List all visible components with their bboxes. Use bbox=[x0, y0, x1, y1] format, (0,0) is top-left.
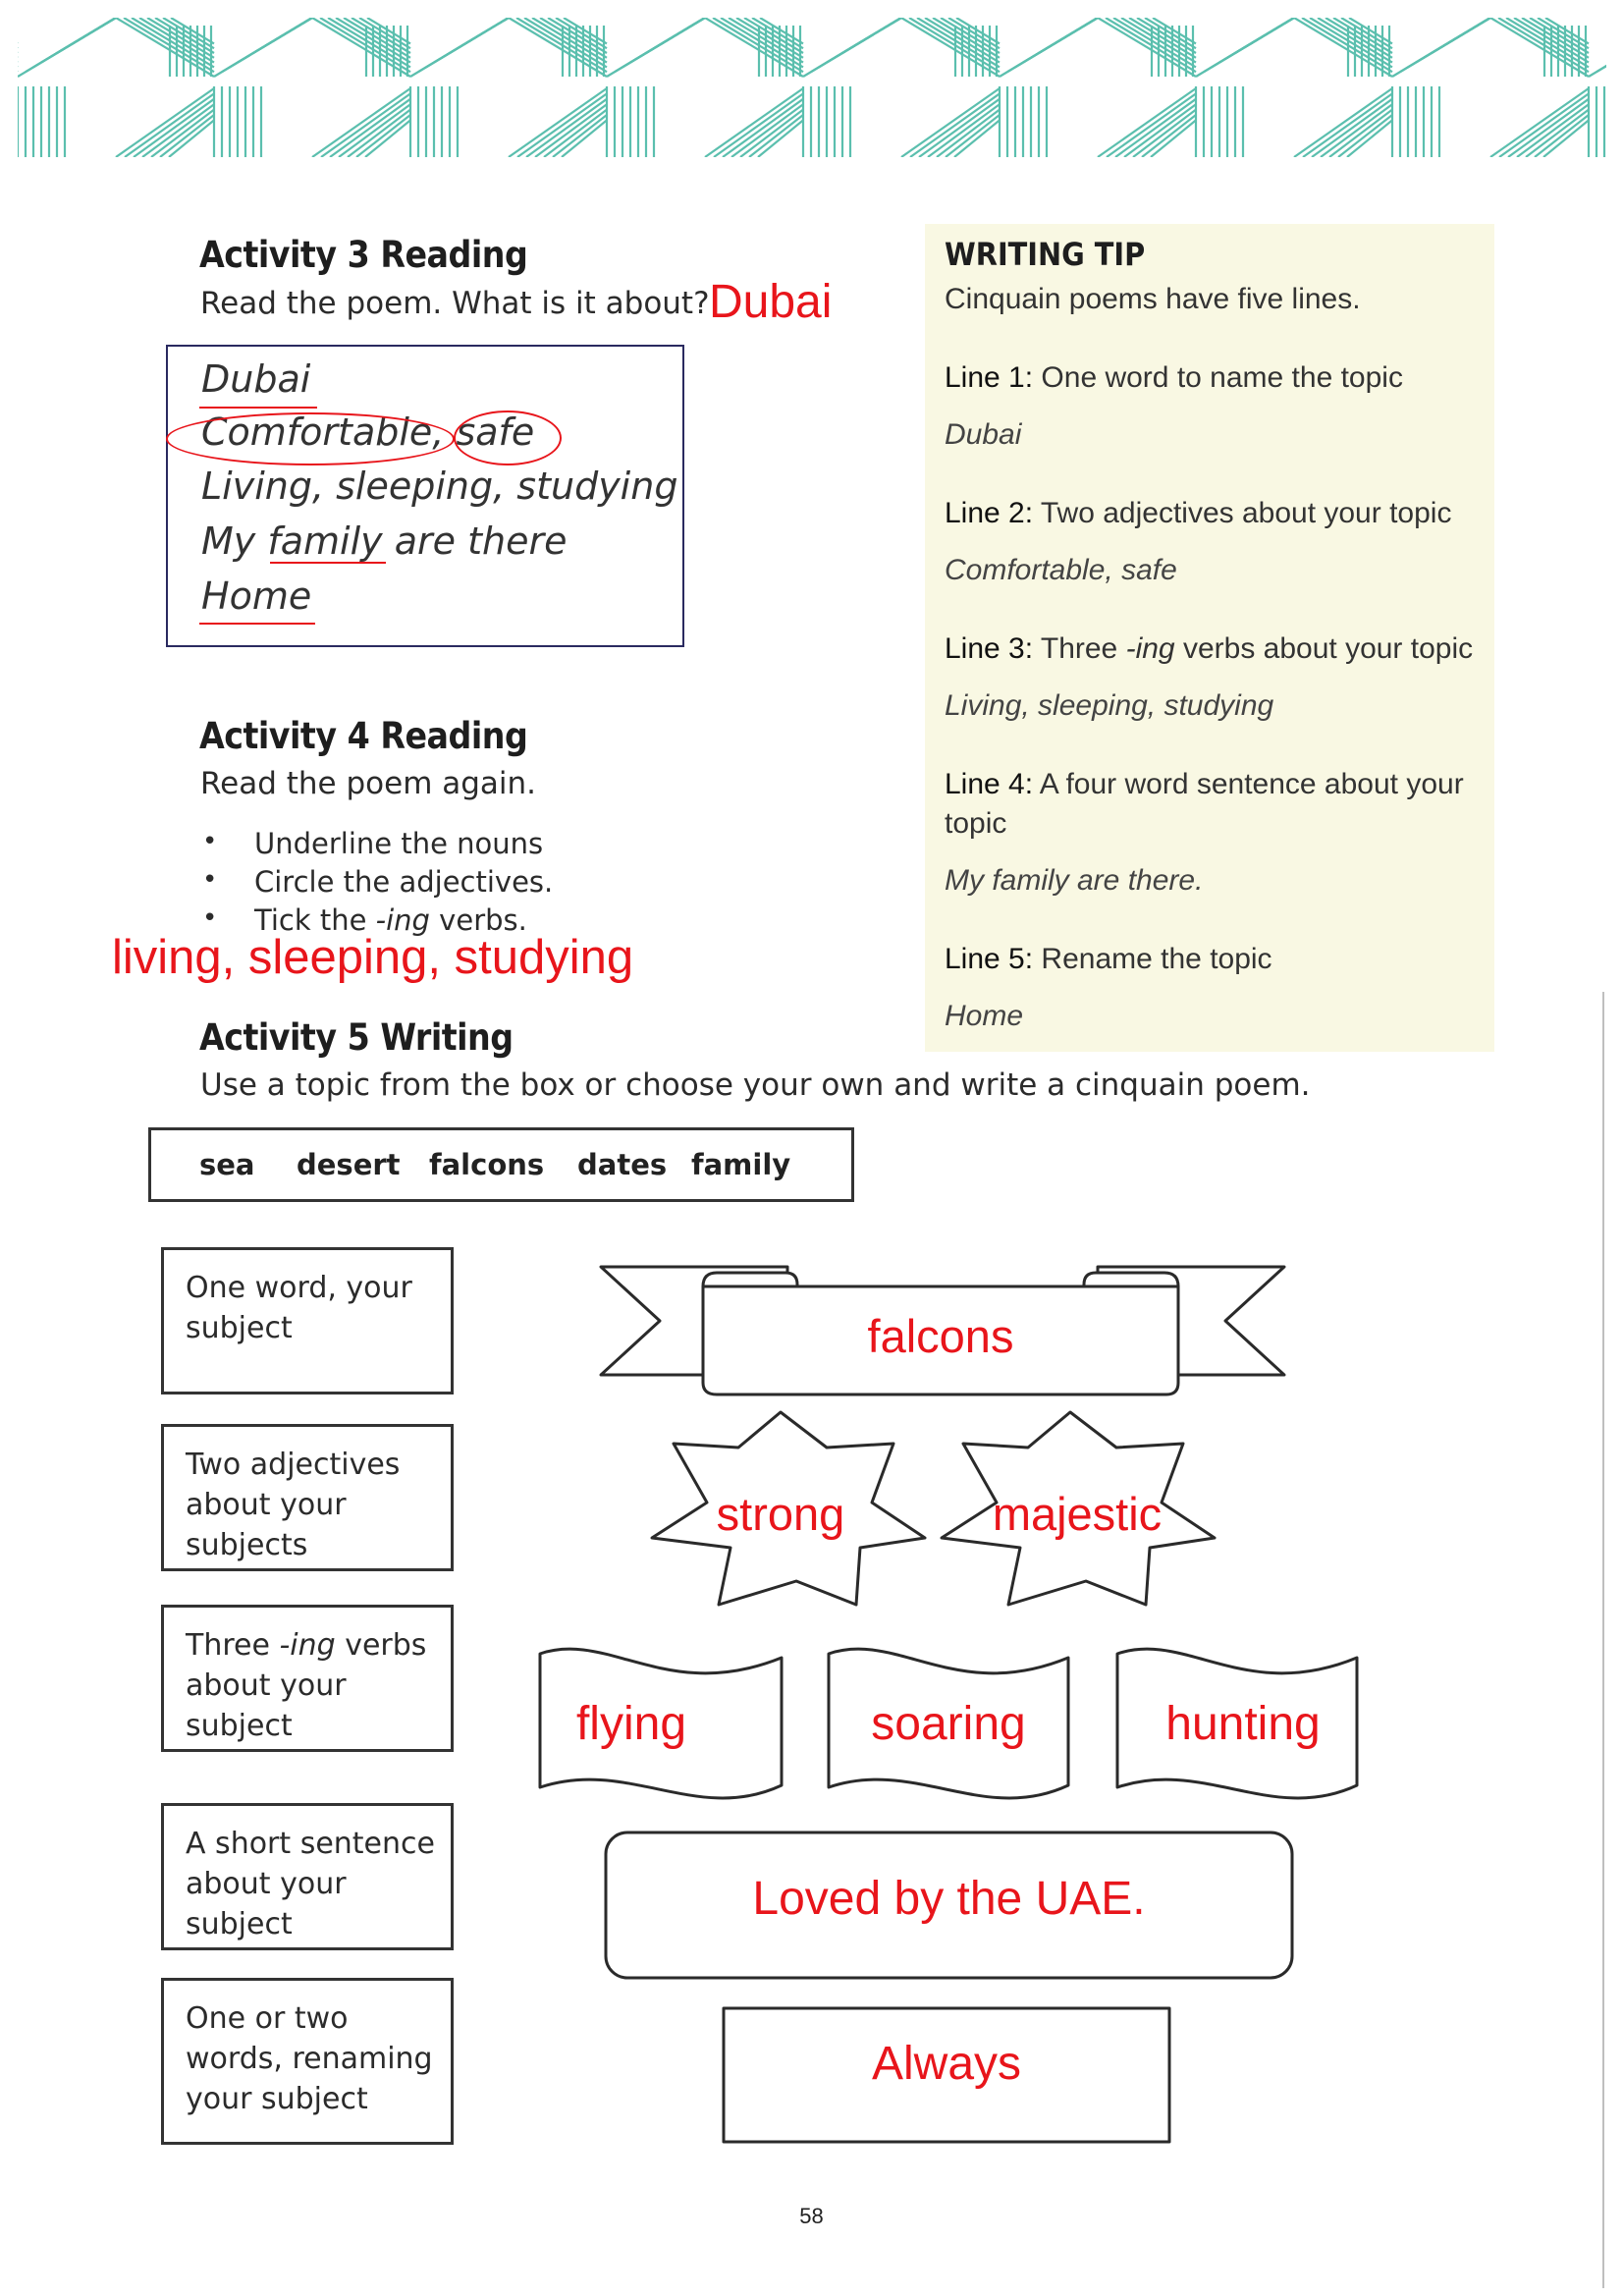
bullet-item: • Circle the adjectives. bbox=[202, 865, 553, 903]
answer-sentence: Loved by the UAE. bbox=[752, 1873, 1146, 1925]
activity3-heading: Activity 3 Reading bbox=[199, 234, 528, 276]
label-text: One or two words, renaming your subject bbox=[186, 2001, 433, 2116]
label-text: Two adjectives about your subjects bbox=[186, 1448, 401, 1562]
topic-word: dates bbox=[577, 1148, 668, 1181]
tip-line-4-cont: topic bbox=[945, 807, 1007, 840]
topic-word: sea bbox=[199, 1148, 255, 1181]
poem-line-1: Dubai bbox=[201, 357, 311, 401]
activity3-answer: Dubai bbox=[709, 276, 833, 328]
answer-verb-1: flying bbox=[575, 1698, 687, 1750]
tip-example-2: Comfortable, safe bbox=[945, 554, 1177, 586]
answer-adjective-1: strong bbox=[716, 1488, 845, 1540]
bullet-item: • Underline the nouns bbox=[202, 827, 553, 865]
tip-line-4: Line 4: A four word sentence about your bbox=[945, 768, 1464, 800]
writing-tip-intro: Cinquain poems have five lines. bbox=[945, 283, 1361, 315]
label-text: A short sentence about your subject bbox=[186, 1827, 435, 1941]
poem-line-4: My family are there bbox=[201, 519, 568, 563]
answer-rename: Always bbox=[871, 2038, 1022, 2090]
poem-line-5: Home bbox=[201, 574, 312, 618]
bullet-item: • Tick the -ing verbs. bbox=[202, 903, 553, 942]
topic-word: family bbox=[691, 1148, 791, 1181]
tip-example-1: Dubai bbox=[945, 418, 1022, 451]
answer-verb-2: soaring bbox=[871, 1698, 1026, 1750]
tip-line-2: Line 2: Two adjectives about your topic bbox=[945, 497, 1452, 529]
tip-example-4: My family are there. bbox=[945, 864, 1204, 897]
tip-line-1: Line 1: One word to name the topic bbox=[945, 361, 1403, 394]
label-text: One word, your subject bbox=[186, 1271, 412, 1345]
answer-topic: falcons bbox=[867, 1310, 1014, 1362]
topic-word: falcons bbox=[429, 1148, 545, 1181]
tip-line-5: Line 5: Rename the topic bbox=[945, 943, 1272, 975]
activity4-prompt: Read the poem again. bbox=[200, 766, 537, 801]
tip-example-3: Living, sleeping, studying bbox=[945, 689, 1274, 722]
tip-line-3: Line 3: Three -ing verbs about your topic bbox=[945, 632, 1474, 665]
label-text: Three -ing verbs about your subject bbox=[186, 1628, 427, 1743]
topic-word: desert bbox=[297, 1148, 401, 1181]
answer-verb-3: hunting bbox=[1165, 1698, 1321, 1750]
writing-tip-title: WRITING TIP bbox=[945, 236, 1146, 273]
poem-line-2: Comfortable, safe bbox=[201, 410, 535, 454]
page-number: 58 bbox=[799, 2204, 824, 2228]
answer-adjective-2: majestic bbox=[992, 1488, 1163, 1540]
poem-line-3: Living, sleeping, studying bbox=[201, 465, 678, 508]
page-edge-line bbox=[1602, 992, 1604, 2288]
activity4-answer: living, sleeping, studying bbox=[112, 931, 634, 984]
activity5-heading: Activity 5 Writing bbox=[199, 1016, 514, 1059]
tip-example-5: Home bbox=[945, 1000, 1024, 1032]
activity4-heading: Activity 4 Reading bbox=[199, 715, 528, 757]
activity5-prompt: Use a topic from the box or choose your own and write a cinquain poem. bbox=[200, 1067, 1311, 1103]
activity3-prompt: Read the poem. What is it about? bbox=[200, 286, 710, 321]
